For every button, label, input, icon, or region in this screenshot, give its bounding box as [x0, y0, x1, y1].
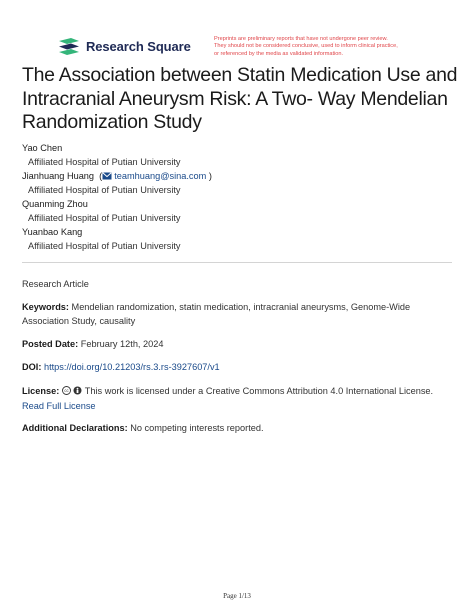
- cc-by-icon: [73, 385, 82, 399]
- preprint-notice: [214, 36, 454, 58]
- brand-name: Research Square: [86, 39, 191, 54]
- doi-label: DOI:: [22, 362, 42, 372]
- declarations-text: No competing interests reported.: [130, 423, 264, 433]
- research-square-logo[interactable]: [57, 38, 191, 55]
- keywords-label: Keywords:: [22, 302, 69, 312]
- header: [0, 0, 474, 64]
- posted-date-label: Posted Date:: [22, 339, 79, 349]
- license-section: [22, 384, 452, 413]
- author-affiliation: Affiliated Hospital of Putian University: [28, 241, 181, 251]
- envelope-icon: [102, 170, 112, 184]
- author-name-corresponding: Jianhuang Huang ( teamhuang@sina.com ): [22, 169, 452, 183]
- posted-date-section: [22, 337, 452, 351]
- article-type: Research Article: [22, 279, 89, 289]
- author-name: Jianhuang Huang: [22, 171, 95, 181]
- license-label: License:: [22, 386, 60, 396]
- read-full-license-link[interactable]: Read Full License: [22, 401, 96, 411]
- doi-link[interactable]: https://doi.org/10.21203/rs.3.rs-3927607/v1: [43, 362, 220, 372]
- author-name: Yao Chen: [22, 143, 63, 153]
- author-affiliation: Affiliated Hospital of Putian University: [28, 213, 181, 223]
- svg-text:cc: cc: [64, 388, 69, 394]
- author-name: Yuanbao Kang: [22, 227, 83, 237]
- notice-line: They should not be considered conclusive, used to inform clinical practice,: [214, 43, 398, 50]
- divider: [22, 262, 452, 263]
- doi-section: [22, 360, 452, 374]
- keywords-text: Mendelian randomization, statin medication, intracranial aneurysms, Genome-Wide Association Study, causality: [22, 302, 411, 326]
- author-list: [22, 141, 452, 253]
- notice-line: Preprints are preliminary reports that have not undergone peer review.: [214, 36, 388, 42]
- paper-title: The Association between Statin Medication Use and Intracranial Aneurysm Risk: A Two- Way Mendelian Randomization Study: [22, 64, 458, 133]
- keywords-section: [22, 300, 452, 328]
- license-text: This work is licensed under a Creative Commons Attribution 4.0 International License.: [84, 386, 434, 396]
- email-link[interactable]: teamhuang@sina.com: [114, 171, 207, 181]
- posted-date-value: February 12th, 2024: [80, 339, 164, 349]
- research-square-logo-icon: [57, 38, 81, 55]
- declarations-section: [22, 421, 452, 435]
- page-number: Page 1/13: [223, 592, 251, 600]
- declarations-label: Additional Declarations:: [22, 423, 128, 433]
- cc-icon: [62, 385, 71, 399]
- author-name: Quanming Zhou: [22, 199, 88, 209]
- author-affiliation: Affiliated Hospital of Putian University: [28, 157, 181, 167]
- notice-line: or referenced by the media as validated information.: [214, 50, 344, 57]
- author-affiliation: Affiliated Hospital of Putian University: [28, 185, 181, 195]
